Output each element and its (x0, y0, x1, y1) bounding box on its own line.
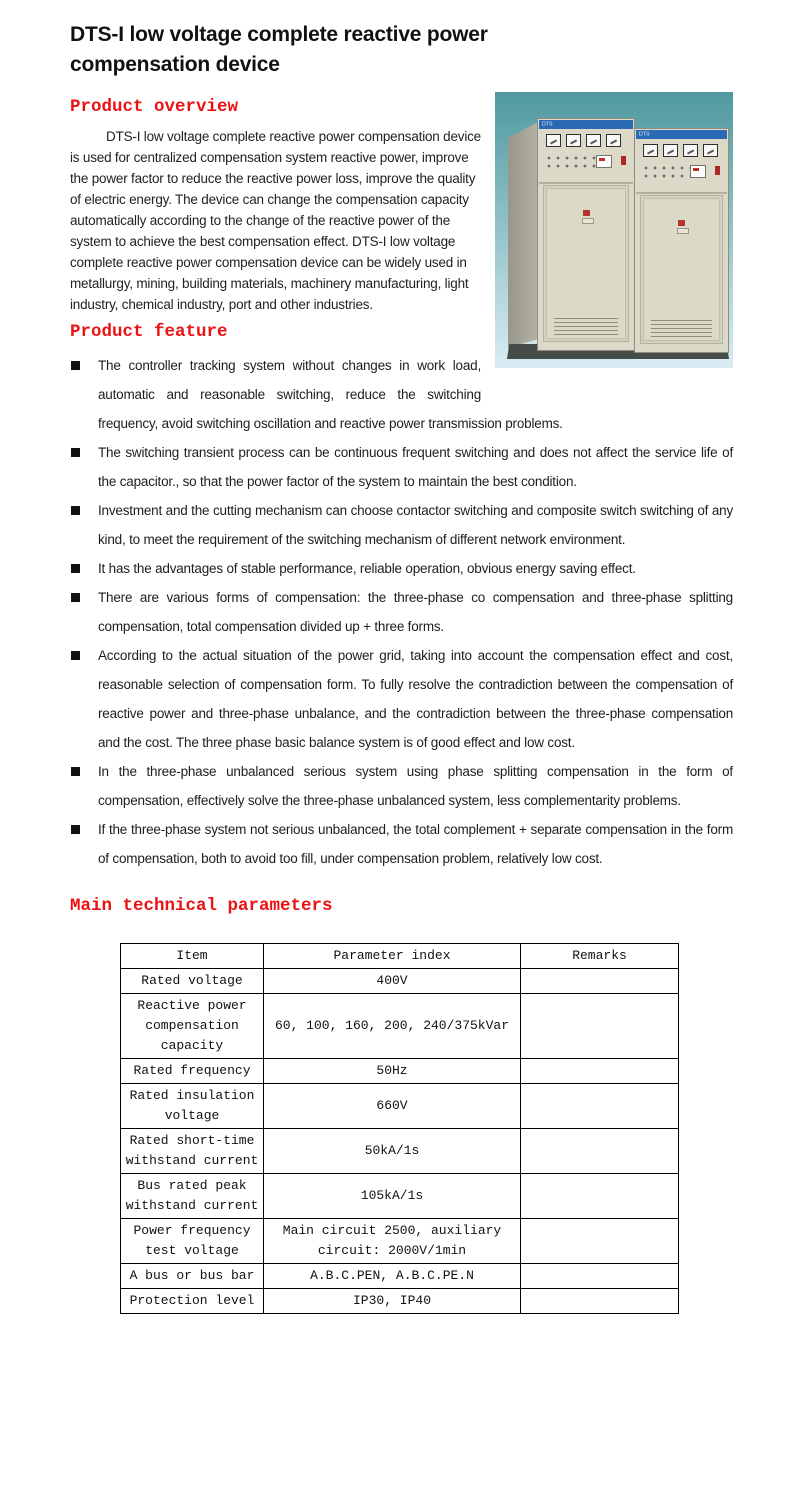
table-cell: Power frequency test voltage (121, 1219, 264, 1264)
table-cell (521, 1059, 679, 1084)
feature-item (70, 351, 733, 438)
controller-display-icon (690, 165, 706, 178)
bullet-square-icon (71, 825, 80, 834)
indicator-lights-icon (547, 156, 603, 170)
table-cell: Rated frequency (121, 1059, 264, 1084)
feature-item-text: According to the actual situation of the power grid, taking into account the compensation effect and cost, reasonable selection of compensation form. To fully resolve the contradiction between the compensation of reactive power and three-phase unbalance, and the contradiction between the three-phase compensation and the cost. The three phase basic balance system is of good effect and low cost. (98, 648, 733, 750)
bullet-square-icon (71, 564, 80, 573)
meter-gauge-icon (586, 134, 601, 147)
table-cell (521, 994, 679, 1059)
table-cell: A.B.C.PEN, A.B.C.PE.N (264, 1264, 521, 1289)
bullet-square-icon (71, 767, 80, 776)
feature-item-text: If the three-phase system not serious unbalanced, the total complement + separate compensation in the form of compensation, both to avoid too fill, under compensation problem, relatively low cost. (98, 822, 733, 866)
feature-item (70, 641, 733, 757)
table-cell: Main circuit 2500, auxiliary circuit: 2000V/1min (264, 1219, 521, 1264)
table-row (121, 1084, 679, 1129)
bullet-square-icon (71, 651, 80, 660)
table-cell (521, 1289, 679, 1314)
feature-item (70, 496, 733, 554)
meter-gauge-icon (663, 144, 678, 157)
table-cell: Bus rated peak withstand current (121, 1174, 264, 1219)
table-cell: IP30, IP40 (264, 1289, 521, 1314)
feature-item-text: There are various forms of compensation: the three-phase co compensation and three-phase splitting compensation, total compensation divided up + three forms. (98, 590, 733, 634)
meter-gauge-icon (546, 134, 561, 147)
cabinet-right (634, 128, 729, 353)
table-cell: 660V (264, 1084, 521, 1129)
cabinet-side-panel (508, 122, 538, 348)
feature-item-text: The controller tracking system without changes in work load, automatic and reasonable switching, reduce the switching frequency, avoid switching oscillation and reactive power transmission problems. (98, 358, 563, 431)
meter-gauge-icon (643, 144, 658, 157)
overview-heading: Product overview (70, 97, 239, 117)
feature-item (70, 583, 733, 641)
page-title: DTS-I low voltage complete reactive power compensation device (70, 23, 488, 76)
table-cell: A bus or bus bar (121, 1264, 264, 1289)
parameters-table (120, 943, 679, 1314)
vent-grille-icon (554, 318, 618, 336)
table-header-cell: Parameter index (264, 944, 521, 969)
cabinet-brand-label: DTS (542, 121, 553, 128)
meter-gauge-icon (566, 134, 581, 147)
feature-item (70, 757, 733, 815)
table-row (121, 1174, 679, 1219)
cabinet-door (640, 195, 723, 344)
cabinet-left (537, 118, 635, 351)
table-header-cell: Item (121, 944, 264, 969)
table-cell: 50Hz (264, 1059, 521, 1084)
meter-gauge-row (539, 130, 633, 147)
bullet-square-icon (71, 361, 80, 370)
table-header-row (121, 944, 679, 969)
table-cell (521, 1174, 679, 1219)
meter-gauge-icon (703, 144, 718, 157)
feature-list (70, 351, 733, 873)
feature-item-text: It has the advantages of stable performance, reliable operation, obvious energy saving effect. (98, 561, 636, 576)
red-switch-icon (621, 156, 626, 165)
controller-display-icon (596, 155, 612, 168)
feature-item (70, 815, 733, 873)
table-row (121, 1129, 679, 1174)
door-handle-icon (678, 220, 685, 226)
table-header-cell: Remarks (521, 944, 679, 969)
meter-gauge-icon (683, 144, 698, 157)
feature-item (70, 554, 733, 583)
product-image (495, 92, 733, 368)
cabinet-door (543, 185, 629, 342)
table-row (121, 1264, 679, 1289)
table-cell: 60, 100, 160, 200, 240/375kVar (264, 994, 521, 1059)
feature-item-text: The switching transient process can be continuous frequent switching and does not affect the service life of the capacitor., so that the power factor of the system to maintain the best condition. (98, 445, 733, 489)
table-cell: Rated insulation voltage (121, 1084, 264, 1129)
product-photo-scene (495, 92, 733, 368)
bullet-square-icon (71, 506, 80, 515)
bullet-square-icon (71, 593, 80, 602)
overview-paragraph: DTS-I low voltage complete reactive power compensation device is used for centralized compensation system reactive power, improve the power factor to reduce the reactive power loss, improve the quality of electric energy. The device can change the compensation capacity automatically according to the change of the reactive power of the system to achieve the best compensation effect. DTS-I low voltage complete reactive power compensation device can be widely used in metallurgy, mining, building materials, machinery manufacturing, light industry, chemical industry, port and other industries. (70, 129, 481, 312)
table-cell (521, 969, 679, 994)
feature-item-text: Investment and the cutting mechanism can choose contactor switching and composite switch switching of any kind, to meet the requirement of the switching mechanism of different network environment. (98, 503, 733, 547)
table-cell (521, 1264, 679, 1289)
table-cell: Reactive power compensation capacity (121, 994, 264, 1059)
table-cell (521, 1219, 679, 1264)
bullet-square-icon (71, 448, 80, 457)
cabinet-brand-label: DTS (639, 131, 650, 138)
cabinet-instrument-panel (539, 130, 633, 184)
feature-heading: Product feature (70, 322, 228, 342)
meter-gauge-row (636, 140, 727, 157)
parameters-heading: Main technical parameters (70, 896, 333, 916)
table-row (121, 1219, 679, 1264)
meter-gauge-icon (606, 134, 621, 147)
red-switch-icon (715, 166, 720, 175)
table-cell: Rated voltage (121, 969, 264, 994)
table-row (121, 1289, 679, 1314)
door-handle-icon (583, 210, 590, 216)
table-cell: Protection level (121, 1289, 264, 1314)
document-page (70, 20, 733, 1314)
table-cell: Rated short-time withstand current (121, 1129, 264, 1174)
table-row (121, 969, 679, 994)
feature-item-text: In the three-phase unbalanced serious system using phase splitting compensation in the form of compensation, effectively solve the three-phase unbalanced system, less complementarity problems. (98, 764, 733, 808)
vent-grille-icon (651, 320, 713, 338)
cabinet-header-band (636, 130, 727, 139)
feature-item (70, 438, 733, 496)
cabinet-header-band (539, 120, 633, 129)
table-cell: 50kA/1s (264, 1129, 521, 1174)
table-cell: 105kA/1s (264, 1174, 521, 1219)
table-row (121, 994, 679, 1059)
table-cell (521, 1129, 679, 1174)
table-row (121, 1059, 679, 1084)
cabinet-instrument-panel (636, 140, 727, 194)
table-cell (521, 1084, 679, 1129)
table-cell: 400V (264, 969, 521, 994)
